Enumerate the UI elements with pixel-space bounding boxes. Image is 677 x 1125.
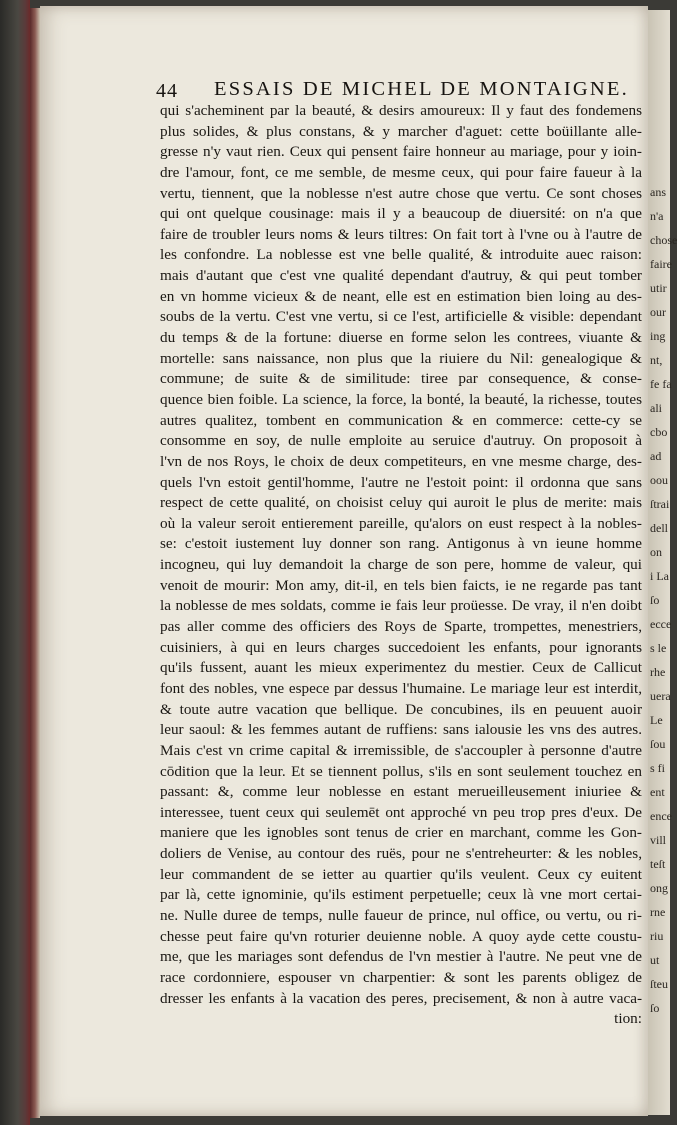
running-title: ESSAIS DE MICHEL DE MONTAIGNE. [214, 78, 629, 100]
page-number: 44 [156, 80, 178, 102]
adjacent-page-fragment: s fi [650, 761, 665, 775]
text-line: passant: &, comme leur noblesse en estant merueilleusement iniuriee & [160, 783, 642, 801]
text-line: tion: [614, 1010, 642, 1028]
text-line: gresse n'y vaut rien. Ceux qui pensent faire honneur au mariage, pour y ioin- [160, 143, 642, 161]
text-line: cōdition que la leur. Et se tiennent pollus, s'ils en sont seulement touchez en [160, 762, 642, 780]
text-line: leur saoul: & les femmes autant de ruffiens: sans ialousie les vns des autres. [160, 721, 642, 739]
text-line: du temps & de la fortune: diuerse en forme selon les contrees, viuante & [160, 329, 642, 347]
text-line: interessee, tuent ceux qui seulemēt ont approché vn peu trop pres d'eux. De [160, 803, 642, 821]
adjacent-page-fragment: ſtrai [650, 497, 670, 511]
adjacent-page-fragment: chose [650, 233, 677, 247]
text-line: quence bien foible. La science, la force, la bonté, la beauté, la richesse, toutes [160, 390, 642, 408]
book-binding [30, 8, 40, 1118]
text-line: doliers de Venise, au contour des ruës, pour ne s'entreheurter: & les nobles, [160, 845, 642, 863]
adjacent-page-fragment: riu [650, 929, 664, 943]
text-line: me, que les mariages sont defendus de l'vn mestier à l'autre. Ne peut vne de [160, 948, 642, 966]
text-line: plus solides, & plus constans, & y marcher d'aguet: cette boüillante alle- [160, 122, 642, 140]
text-line: ne. Nulle duree de temps, nulle faueur de prince, nul office, ou vertu, ou ri- [160, 906, 642, 924]
text-line: vertu, tiennent, que la noblesse n'est autre chose que vertu. Ce sont choses [160, 184, 642, 202]
adjacent-page-fragment: ali [650, 401, 662, 415]
text-line: la noblesse de mes soldats, comme ie fais leur proüesse. De vray, il n'en doibt [160, 597, 642, 615]
text-line: Mais c'est vn crime capital & irremissible, de s'accoupler à personne d'autre [160, 741, 642, 759]
text-line: leur commandent de se ietter au quartier qu'ils veulent. Ceux cy euitent [160, 865, 642, 883]
adjacent-page-fragment: fe fa [650, 377, 672, 391]
adjacent-page-fragment: nt, [650, 353, 663, 367]
adjacent-page-fragment: s le [650, 641, 667, 655]
text-line: les confondre. La noblesse est vne belle qualité, & introduite auec raison: [160, 246, 642, 264]
text-line: mais d'autant que c'est vne qualité dependant d'autruy, & qui peut tomber [160, 267, 642, 285]
text-line: autres qualitez, tombent en communication & en commerce: cette-cy se [160, 411, 642, 429]
adjacent-page-fragment: cbo [650, 425, 668, 439]
text-line: l'vn de nos Roys, le choix de deux competiteurs, en vne mesme charge, des- [160, 452, 642, 470]
book-left-edge [0, 0, 30, 1125]
adjacent-page-fragment: teſt [650, 857, 666, 871]
text-line: maniere que les ignobles sont tenus de crier en marchant, comme les Gon- [160, 824, 642, 842]
text-line: en vn homme vicieux & de neant, elle est en estimation bien loing au des- [160, 287, 642, 305]
adjacent-page-fragment: ut [650, 953, 660, 967]
text-line: chesse peut faire qu'vn roturier deuienne noble. A quoy ayde cette coustu- [160, 927, 642, 945]
adjacent-page-fragment: utir [650, 281, 667, 295]
text-line: qui ont quelque cousinage: mais il y a beaucoup de diuersité: on n'a que [160, 205, 642, 223]
text-line: se: c'estoit iustement luy donner son rang. Antigonus à vn ieune homme [160, 535, 642, 553]
text-line: dre l'amour, font, ce me semble, de mesme ceux, qui pour faire faueur à la [160, 163, 642, 181]
adjacent-page-fragment: our [650, 305, 666, 319]
adjacent-page-fragment: ecce [650, 617, 672, 631]
text-line: respect de cette qualité, on choisist celuy qui auroit le plus de merite: mais [160, 494, 642, 512]
adjacent-page-fragment: dell [650, 521, 668, 535]
text-line: par là, cette ignominie, qu'ils estiment perpetuelle; ceux là vne mort certai- [160, 886, 642, 904]
adjacent-page-fragment: n'a [650, 209, 664, 223]
adjacent-page-fragment: on [650, 545, 662, 559]
text-line: incogneu, qui luy demandoit la charge de son pere, homme de valeur, qui [160, 556, 642, 574]
text-line: quels l'vn estoit gentil'homme, l'autre ne l'estoit point: il ordonna que sans [160, 473, 642, 491]
adjacent-page-fragment: rne [650, 905, 666, 919]
adjacent-page-fragment: i La [650, 569, 669, 583]
body-text [160, 101, 642, 1030]
adjacent-page-fragment: Le [650, 713, 663, 727]
adjacent-page-fragment: ſteu [650, 977, 668, 991]
adjacent-page-fragment: oou [650, 473, 668, 487]
text-line: mortelle: sans naissance, non plus que la riuiere du Nil: genealogique & [160, 349, 642, 367]
text-line: où la valeur seroit entierement pareille, qu'alors on eust respect à la nobles- [160, 514, 642, 532]
adjacent-page-fragment: ad [650, 449, 662, 463]
text-line: venoit de mourir: Mon amy, dit-il, en tels bien faicts, ie ne regarde pas tant [160, 576, 642, 594]
adjacent-page-fragment: ence [650, 809, 672, 823]
text-line: dresser les enfants à la vacation des peres, precisement, & non à autre vaca- [160, 989, 642, 1007]
adjacent-page-fragment: ent [650, 785, 665, 799]
text-line: qu'ils fussent, auant les mieux experimentez du mestier. Ceux de Callicut [160, 659, 642, 677]
text-line: race cordonniere, espouser vn charpentier: & sont les parents obligez de [160, 968, 642, 986]
text-line: cuisiniers, à qui en leurs charges succedoient les enfants, pour ignorants [160, 638, 642, 656]
text-line: faire de troubler leurs noms & leurs tiltres: On fait tort à l'vne ou à l'autre de [160, 225, 642, 243]
text-line: qui s'acheminent par la beauté, & desirs amoureux: Il y faut des fondemens [160, 102, 642, 119]
adjacent-page-fragment: ans [650, 185, 666, 199]
text-line: soubs de la vertu. C'est vne vertu, si ce l'est, artificielle & visible: dependant [160, 308, 642, 326]
adjacent-page-fragment: ſou [650, 737, 666, 751]
text-line: commune; de suite & de similitude: tiree par consequence, & conse- [160, 370, 642, 388]
adjacent-page-edge [648, 10, 677, 1115]
adjacent-page-fragment: ſo [650, 593, 660, 607]
adjacent-page-fragment: ing [650, 329, 666, 343]
adjacent-page-fragment: ong [650, 881, 668, 895]
adjacent-page-fragment: vill [650, 833, 667, 847]
adjacent-page-fragment: ſo [650, 1001, 660, 1015]
text-line: font des nobles, vne espece par dessus l'humaine. Le mariage leur est interdit, [160, 679, 642, 697]
text-line: consomme en soy, de nulle emploite au seruice d'autruy. On proposoit à [160, 432, 642, 450]
text-line: pas aller comme des officiers des Roys de Sparte, trompettes, menestriers, [160, 618, 642, 636]
text-line: & toute autre vacation que bellique. De concubines, ils en peuuent auoir [160, 700, 642, 718]
adjacent-page-fragment: faire [650, 257, 672, 271]
adjacent-page-fragment: uera [650, 689, 671, 703]
adjacent-page-fragment: rhe [650, 665, 666, 679]
